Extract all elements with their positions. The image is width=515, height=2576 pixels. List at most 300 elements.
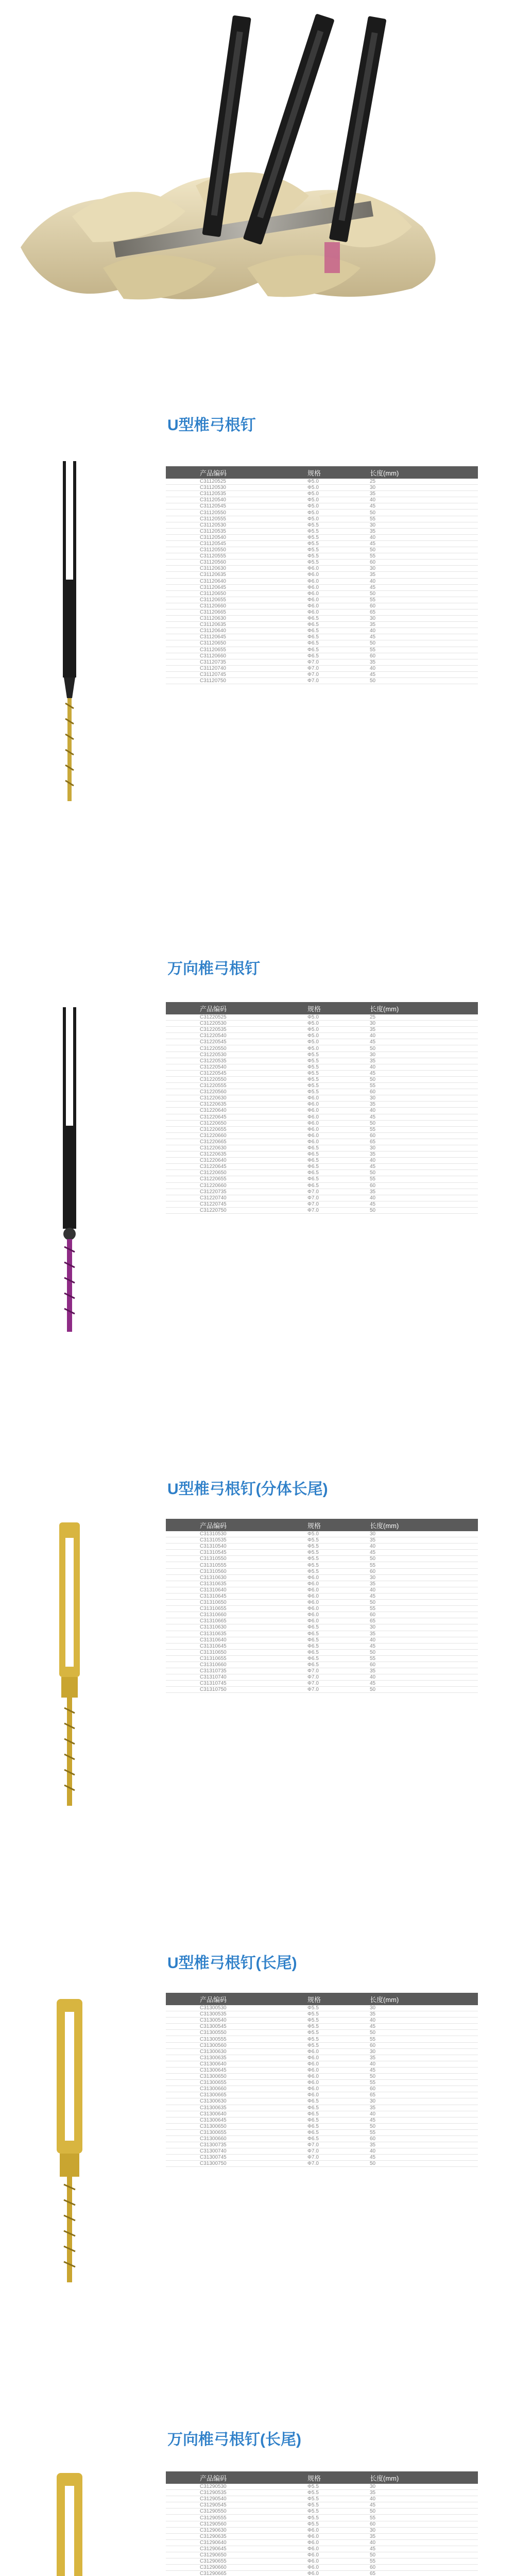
product-code-cell: C31220635 xyxy=(166,1101,307,1108)
product-code-cell: C31310655 xyxy=(166,1655,307,1662)
spec-cell: Φ6.0 xyxy=(307,578,370,584)
spec-cell: Φ6.5 xyxy=(307,1637,370,1643)
product-code-cell: C31310655 xyxy=(166,1606,307,1612)
table-row xyxy=(166,2552,478,2558)
length-cell: 50 xyxy=(370,640,478,647)
product-code-cell: C31310740 xyxy=(166,1674,307,1681)
length-cell: 45 xyxy=(370,1593,478,1599)
length-cell: 60 xyxy=(370,2042,478,2048)
product-code-cell: C31290535 xyxy=(166,2490,307,2496)
table-row xyxy=(166,2148,478,2155)
length-cell: 65 xyxy=(370,2092,478,2098)
length-cell: 35 xyxy=(370,659,478,665)
product-code-cell: C31310535 xyxy=(166,1537,307,1544)
product-code-cell: C31220530 xyxy=(166,1021,307,1027)
table-row xyxy=(166,1108,478,1114)
product-code-cell: C31310660 xyxy=(166,1612,307,1618)
product-code-cell: C31220660 xyxy=(166,1182,307,1189)
product-code-cell: C31300530 xyxy=(166,2005,307,2011)
length-cell: 45 xyxy=(370,584,478,590)
table-row xyxy=(166,491,478,497)
length-cell: 50 xyxy=(370,547,478,553)
spec-cell: Φ6.0 xyxy=(307,1101,370,1108)
length-cell: 40 xyxy=(370,628,478,634)
length-cell: 50 xyxy=(370,1207,478,1213)
product-code-cell: C31220555 xyxy=(166,1083,307,1089)
spec-cell: Φ6.0 xyxy=(307,1108,370,1114)
product-code-cell: C31310745 xyxy=(166,1681,307,1687)
length-cell: 65 xyxy=(370,609,478,615)
product-code-cell: C31300535 xyxy=(166,2011,307,2018)
spec-cell: Φ6.0 xyxy=(307,1587,370,1593)
length-cell: 30 xyxy=(370,2048,478,2055)
product-code-cell: C31120540 xyxy=(166,497,307,503)
spec-cell: Φ5.0 xyxy=(307,1027,370,1033)
spec-cell: Φ5.0 xyxy=(307,1045,370,1052)
product-code-cell: C31290540 xyxy=(166,2496,307,2502)
table-row xyxy=(166,634,478,640)
length-cell: 55 xyxy=(370,1083,478,1089)
length-cell: 60 xyxy=(370,653,478,659)
product-code-cell: C31300750 xyxy=(166,2161,307,2167)
length-cell: 30 xyxy=(370,2484,478,2490)
spec-cell: Φ6.0 xyxy=(307,2571,370,2576)
length-cell: 35 xyxy=(370,572,478,578)
length-cell: 65 xyxy=(370,1139,478,1145)
table-row xyxy=(166,628,478,634)
table-row xyxy=(166,485,478,491)
header-spec: 规格 xyxy=(307,1519,370,1531)
product-code-cell: C31220740 xyxy=(166,1195,307,1201)
length-cell: 55 xyxy=(370,516,478,522)
spec-cell: Φ7.0 xyxy=(307,1201,370,1207)
length-cell: 40 xyxy=(370,665,478,671)
spine-implant-illustration xyxy=(0,0,515,361)
length-cell: 30 xyxy=(370,2005,478,2011)
product-code-cell: C31310640 xyxy=(166,1587,307,1593)
table-row xyxy=(166,653,478,659)
spec-cell: Φ5.0 xyxy=(307,1531,370,1537)
table-row xyxy=(166,578,478,584)
length-cell: 35 xyxy=(370,2142,478,2148)
section-title-polyaxial-screw-long: 万向椎弓根钉(长尾) xyxy=(167,2431,301,2448)
product-code-cell: C31220545 xyxy=(166,1070,307,1076)
product-code-cell: C31290545 xyxy=(166,2502,307,2509)
spec-cell: Φ7.0 xyxy=(307,1674,370,1681)
table-row xyxy=(166,1151,478,1158)
table-row xyxy=(166,1649,478,1655)
product-code-cell: C31290645 xyxy=(166,2546,307,2552)
length-cell: 55 xyxy=(370,1562,478,1568)
spec-cell: Φ6.5 xyxy=(307,1662,370,1668)
length-cell: 60 xyxy=(370,603,478,609)
table-row xyxy=(166,590,478,597)
length-cell: 35 xyxy=(370,2490,478,2496)
table-row xyxy=(166,1045,478,1052)
spec-cell: Φ6.5 xyxy=(307,1182,370,1189)
product-code-cell: C31300660 xyxy=(166,2086,307,2092)
length-cell: 50 xyxy=(370,2030,478,2036)
length-cell: 60 xyxy=(370,2136,478,2142)
product-code-cell: C31120645 xyxy=(166,634,307,640)
spec-cell: Φ6.0 xyxy=(307,1600,370,1606)
table-row xyxy=(166,1033,478,1039)
spec-cell: Φ6.0 xyxy=(307,597,370,603)
product-code-cell: C31290650 xyxy=(166,2552,307,2558)
spec-cell: Φ5.5 xyxy=(307,547,370,553)
table-row xyxy=(166,1606,478,1612)
product-code-cell: C31120560 xyxy=(166,560,307,566)
table-row xyxy=(166,540,478,547)
spec-cell: Φ6.0 xyxy=(307,1612,370,1618)
length-cell: 40 xyxy=(370,1033,478,1039)
length-cell: 35 xyxy=(370,1668,478,1674)
table-row xyxy=(166,2533,478,2539)
spec-cell: Φ5.0 xyxy=(307,479,370,485)
table-row xyxy=(166,1687,478,1693)
spec-cell: Φ6.0 xyxy=(307,2546,370,2552)
table-row xyxy=(166,1600,478,1606)
table-row xyxy=(166,1064,478,1070)
length-cell: 45 xyxy=(370,1164,478,1170)
table-row xyxy=(166,1531,478,1537)
length-cell: 50 xyxy=(370,1076,478,1082)
spec-cell: Φ5.0 xyxy=(307,516,370,522)
spec-cell: Φ6.5 xyxy=(307,616,370,622)
table-row xyxy=(166,1164,478,1170)
product-code-cell: C31220655 xyxy=(166,1126,307,1132)
table-row xyxy=(166,566,478,572)
table-row xyxy=(166,2558,478,2565)
table-row xyxy=(166,1593,478,1599)
table-row xyxy=(166,665,478,671)
product-code-cell: C31300550 xyxy=(166,2030,307,2036)
header-code: 产品编码 xyxy=(166,466,307,479)
length-cell: 30 xyxy=(370,1145,478,1151)
product-code-cell: C31310735 xyxy=(166,1668,307,1674)
length-cell: 30 xyxy=(370,1531,478,1537)
length-cell: 40 xyxy=(370,578,478,584)
length-cell: 45 xyxy=(370,1643,478,1649)
length-cell: 35 xyxy=(370,1581,478,1587)
spec-cell: Φ7.0 xyxy=(307,2142,370,2148)
product-code-cell: C31290555 xyxy=(166,2515,307,2521)
spec-table-polyaxial-screw xyxy=(166,1002,478,1214)
product-code-cell: C31310550 xyxy=(166,1556,307,1562)
length-cell: 35 xyxy=(370,491,478,497)
table-row xyxy=(166,647,478,653)
product-code-cell: C31310660 xyxy=(166,1662,307,1668)
table-row xyxy=(166,1568,478,1574)
product-code-cell: C31290550 xyxy=(166,2509,307,2515)
product-code-cell: C31220650 xyxy=(166,1170,307,1176)
table-row xyxy=(166,1145,478,1151)
length-cell: 45 xyxy=(370,503,478,510)
spec-cell: Φ6.0 xyxy=(307,2055,370,2061)
spec-cell: Φ5.5 xyxy=(307,1076,370,1082)
length-cell: 45 xyxy=(370,634,478,640)
length-cell: 50 xyxy=(370,1120,478,1126)
length-cell: 60 xyxy=(370,2086,478,2092)
length-cell: 60 xyxy=(370,560,478,566)
header-length: 长度(mm) xyxy=(370,2471,478,2484)
length-cell: 50 xyxy=(370,1600,478,1606)
section-title-polyaxial-screw: 万向椎弓根钉 xyxy=(167,960,260,977)
length-cell: 45 xyxy=(370,1201,478,1207)
length-cell: 40 xyxy=(370,2496,478,2502)
length-cell: 60 xyxy=(370,1089,478,1095)
table-row xyxy=(166,2521,478,2527)
product-code-cell: C31220630 xyxy=(166,1145,307,1151)
spec-cell: Φ6.0 xyxy=(307,2527,370,2533)
product-code-cell: C31220550 xyxy=(166,1045,307,1052)
spec-cell: Φ7.0 xyxy=(307,2148,370,2155)
table-row xyxy=(166,1076,478,1082)
spec-cell: Φ6.0 xyxy=(307,2086,370,2092)
length-cell: 60 xyxy=(370,2521,478,2527)
table-row xyxy=(166,1114,478,1120)
table-row xyxy=(166,2509,478,2515)
spec-cell: Φ5.5 xyxy=(307,2490,370,2496)
length-cell: 55 xyxy=(370,2129,478,2136)
product-code-cell: C31120555 xyxy=(166,516,307,522)
header-length: 长度(mm) xyxy=(370,1993,478,2005)
product-code-cell: C31300745 xyxy=(166,2155,307,2161)
table-row xyxy=(166,2539,478,2546)
table-row xyxy=(166,1624,478,1631)
table-row xyxy=(166,1637,478,1643)
spec-cell: Φ5.5 xyxy=(307,1058,370,1064)
length-cell: 55 xyxy=(370,553,478,560)
table-row xyxy=(166,1089,478,1095)
spec-cell: Φ6.0 xyxy=(307,2048,370,2055)
spec-cell: Φ5.5 xyxy=(307,560,370,566)
length-cell: 35 xyxy=(370,1151,478,1158)
table-row xyxy=(166,1176,478,1182)
table-row xyxy=(166,522,478,528)
table-row xyxy=(166,2042,478,2048)
spec-cell: Φ7.0 xyxy=(307,659,370,665)
length-cell: 35 xyxy=(370,1189,478,1195)
hero-illustration xyxy=(0,0,515,361)
spec-cell: Φ5.0 xyxy=(307,1014,370,1021)
length-cell: 65 xyxy=(370,1618,478,1624)
length-cell: 50 xyxy=(370,2074,478,2080)
table-row xyxy=(166,678,478,684)
spec-cell: Φ6.0 xyxy=(307,1593,370,1599)
length-cell: 55 xyxy=(370,1655,478,1662)
spec-cell: Φ6.0 xyxy=(307,572,370,578)
product-code-cell: C31310640 xyxy=(166,1637,307,1643)
table-row xyxy=(166,1544,478,1550)
table-row xyxy=(166,2527,478,2533)
spec-cell: Φ6.0 xyxy=(307,584,370,590)
spec-cell: Φ6.0 xyxy=(307,2552,370,2558)
spec-cell: Φ5.5 xyxy=(307,2484,370,2490)
length-cell: 50 xyxy=(370,1170,478,1176)
product-code-cell: C31120545 xyxy=(166,503,307,510)
table-row xyxy=(166,1681,478,1687)
length-cell: 40 xyxy=(370,2061,478,2067)
product-code-cell: C31120540 xyxy=(166,534,307,540)
length-cell: 60 xyxy=(370,1182,478,1189)
product-code-cell: C31120555 xyxy=(166,553,307,560)
length-cell: 25 xyxy=(370,1014,478,1021)
table-row xyxy=(166,528,478,534)
length-cell: 45 xyxy=(370,671,478,677)
table-row xyxy=(166,1674,478,1681)
table-row xyxy=(166,640,478,647)
product-code-cell: C31220660 xyxy=(166,1132,307,1139)
spec-cell: Φ6.5 xyxy=(307,2117,370,2123)
table-row xyxy=(166,1158,478,1164)
product-code-cell: C31290655 xyxy=(166,2558,307,2565)
product-code-cell: C31120740 xyxy=(166,665,307,671)
product-code-cell: C31220640 xyxy=(166,1158,307,1164)
length-cell: 50 xyxy=(370,2509,478,2515)
spec-cell: Φ6.0 xyxy=(307,1139,370,1145)
table-row xyxy=(166,1120,478,1126)
spec-table-u-screw xyxy=(166,466,478,684)
product-code-cell: C31290630 xyxy=(166,2527,307,2533)
spec-cell: Φ5.5 xyxy=(307,1064,370,1070)
length-cell: 35 xyxy=(370,622,478,628)
table-row xyxy=(166,2024,478,2030)
length-cell: 45 xyxy=(370,2024,478,2030)
table-row xyxy=(166,2092,478,2098)
table-row xyxy=(166,2496,478,2502)
spec-cell: Φ6.0 xyxy=(307,2558,370,2565)
length-cell: 40 xyxy=(370,497,478,503)
spec-cell: Φ6.5 xyxy=(307,1631,370,1637)
table-row xyxy=(166,584,478,590)
table-row xyxy=(166,2080,478,2086)
table-row xyxy=(166,1083,478,1089)
length-cell: 40 xyxy=(370,1587,478,1593)
length-cell: 55 xyxy=(370,647,478,653)
product-code-cell: C31310665 xyxy=(166,1618,307,1624)
product-code-cell: C31290635 xyxy=(166,2533,307,2539)
spec-cell: Φ6.0 xyxy=(307,1114,370,1120)
table-row xyxy=(166,1170,478,1176)
table-row xyxy=(166,1612,478,1618)
spec-cell: Φ6.5 xyxy=(307,1655,370,1662)
length-cell: 40 xyxy=(370,1108,478,1114)
section-title-u-screw-split-long: U型椎弓根钉(分体长尾) xyxy=(167,1481,328,1498)
product-code-cell: C31300740 xyxy=(166,2148,307,2155)
length-cell: 40 xyxy=(370,1195,478,1201)
spec-cell: Φ6.0 xyxy=(307,2539,370,2546)
spec-cell: Φ5.5 xyxy=(307,2502,370,2509)
length-cell: 40 xyxy=(370,2111,478,2117)
product-code-cell: C31120545 xyxy=(166,540,307,547)
length-cell: 45 xyxy=(370,1114,478,1120)
spec-cell: Φ6.0 xyxy=(307,1618,370,1624)
length-cell: 30 xyxy=(370,566,478,572)
length-cell: 50 xyxy=(370,590,478,597)
spec-cell: Φ5.0 xyxy=(307,1039,370,1045)
spec-cell: Φ5.5 xyxy=(307,553,370,560)
spec-cell: Φ6.0 xyxy=(307,1126,370,1132)
length-cell: 35 xyxy=(370,1027,478,1033)
length-cell: 50 xyxy=(370,1045,478,1052)
length-cell: 40 xyxy=(370,2018,478,2024)
spec-cell: Φ5.5 xyxy=(307,2496,370,2502)
table-row xyxy=(166,1643,478,1649)
table-row xyxy=(166,1587,478,1593)
product-code-cell: C31300640 xyxy=(166,2111,307,2117)
spec-cell: Φ7.0 xyxy=(307,1668,370,1674)
table-row xyxy=(166,1207,478,1213)
length-cell: 55 xyxy=(370,1606,478,1612)
spec-cell: Φ5.0 xyxy=(307,485,370,491)
product-code-cell: C31220650 xyxy=(166,1120,307,1126)
spec-cell: Φ6.0 xyxy=(307,1095,370,1101)
product-code-cell: C31310750 xyxy=(166,1687,307,1693)
length-cell: 35 xyxy=(370,2011,478,2018)
table-row xyxy=(166,597,478,603)
spec-cell: Φ7.0 xyxy=(307,2155,370,2161)
spec-cell: Φ6.5 xyxy=(307,2123,370,2129)
product-code-cell: C31310635 xyxy=(166,1631,307,1637)
length-cell: 55 xyxy=(370,2080,478,2086)
table-row xyxy=(166,1655,478,1662)
product-code-cell: C31220640 xyxy=(166,1108,307,1114)
product-code-cell: C31300655 xyxy=(166,2080,307,2086)
length-cell: 60 xyxy=(370,2565,478,2571)
spec-cell: Φ5.5 xyxy=(307,2011,370,2018)
header-code: 产品编码 xyxy=(166,2471,307,2484)
spec-cell: Φ6.5 xyxy=(307,1164,370,1170)
product-code-cell: C31300555 xyxy=(166,2036,307,2042)
product-code-cell: C31220645 xyxy=(166,1164,307,1170)
spec-cell: Φ5.5 xyxy=(307,2042,370,2048)
table-row xyxy=(166,622,478,628)
table-row xyxy=(166,1189,478,1195)
length-cell: 45 xyxy=(370,2546,478,2552)
length-cell: 50 xyxy=(370,1649,478,1655)
length-cell: 30 xyxy=(370,1052,478,1058)
table-row xyxy=(166,2018,478,2024)
product-code-cell: C31220540 xyxy=(166,1033,307,1039)
header-spec: 规格 xyxy=(307,1993,370,2005)
spec-cell: Φ6.0 xyxy=(307,566,370,572)
spec-cell: Φ5.5 xyxy=(307,522,370,528)
length-cell: 35 xyxy=(370,1631,478,1637)
product-code-cell: C31120650 xyxy=(166,640,307,647)
product-code-cell: C31120630 xyxy=(166,616,307,622)
spec-cell: Φ6.5 xyxy=(307,1170,370,1176)
length-cell: 35 xyxy=(370,2533,478,2539)
length-cell: 40 xyxy=(370,1064,478,1070)
table-row xyxy=(166,1574,478,1581)
length-cell: 35 xyxy=(370,1101,478,1108)
spec-cell: Φ6.0 xyxy=(307,609,370,615)
spec-cell: Φ7.0 xyxy=(307,665,370,671)
section-title-u-screw: U型椎弓根钉 xyxy=(167,417,256,434)
length-cell: 50 xyxy=(370,2552,478,2558)
spec-cell: Φ5.5 xyxy=(307,1070,370,1076)
spec-cell: Φ5.5 xyxy=(307,1568,370,1574)
length-cell: 30 xyxy=(370,1624,478,1631)
spec-cell: Φ5.5 xyxy=(307,2024,370,2030)
product-code-cell: C31290640 xyxy=(166,2539,307,2546)
spec-cell: Φ6.0 xyxy=(307,2565,370,2571)
table-row xyxy=(166,2490,478,2496)
header-spec: 规格 xyxy=(307,466,370,479)
length-cell: 60 xyxy=(370,1568,478,1574)
product-code-cell: C31120735 xyxy=(166,659,307,665)
